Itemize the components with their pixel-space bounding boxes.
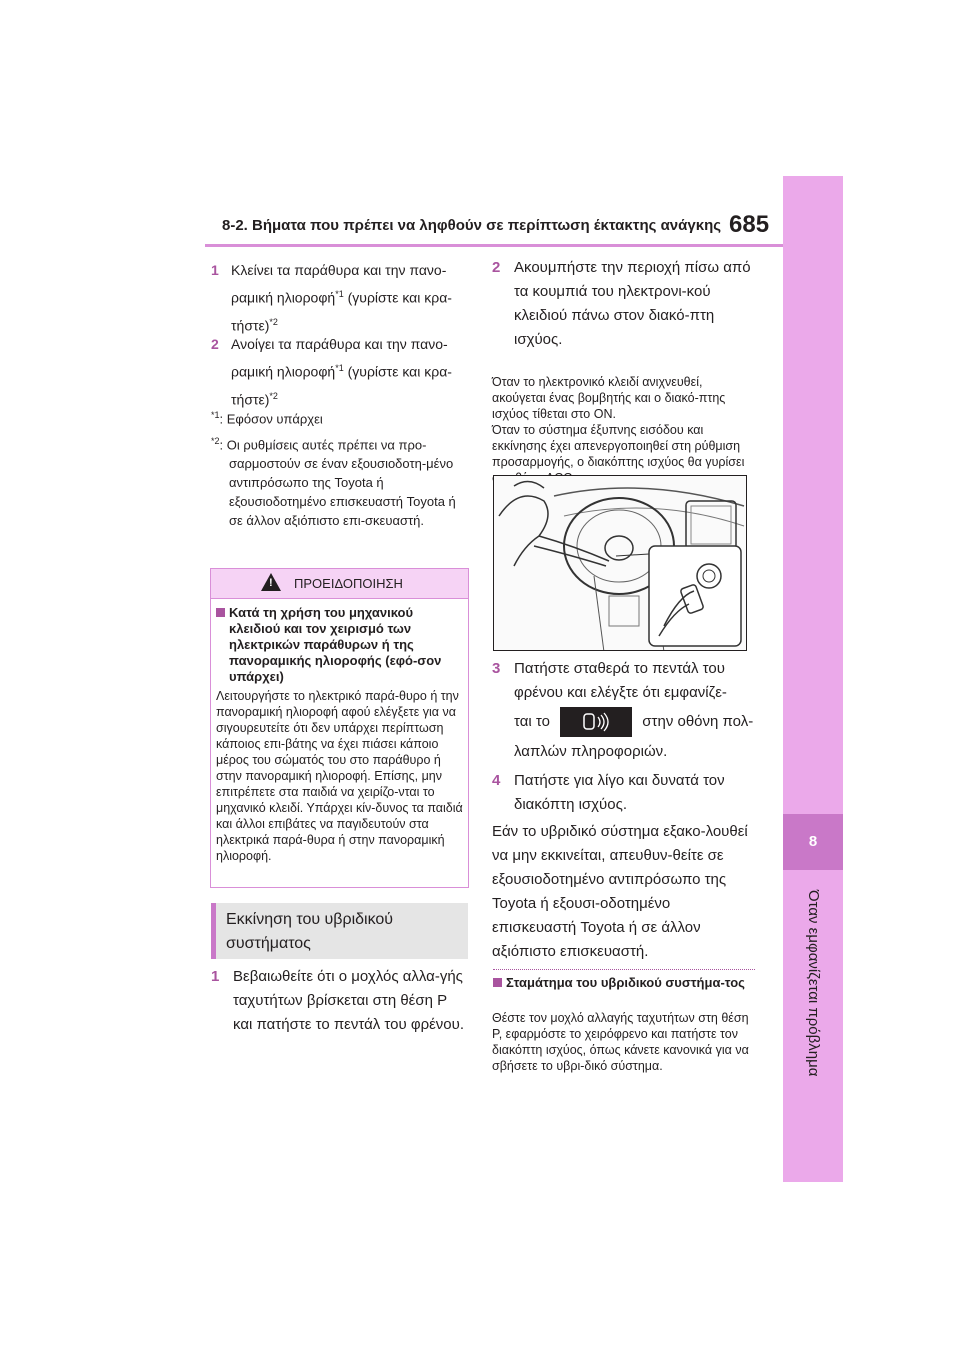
bullet-square-icon bbox=[493, 978, 502, 987]
side-tab-label: Όταν εμφανίζεται πρόβλημα bbox=[805, 890, 822, 1077]
paragraph-contact-dealer: Εάν το υβριδικό σύστημα εξακο-λουθεί να μην εκκινείται, απευθυν-θείτε σε εξουσιοδοτημένο αντιπρόσωπο της Toyota ή εξουσι-οδοτημένο επισκευαστή Toyota ή σε άλλον αξιόπιστο επισκευαστή. bbox=[492, 823, 748, 960]
warning-header bbox=[211, 569, 468, 599]
footnote-2: $^{*2}$: Οι ρυθμίσεις αυτές πρέπει να προ- σαρμοστούν σε έναν εξουσιοδοτη-μένο αντιπρόσωπο της Toyota ή εξουσιοδοτημένο επισκευαστή Toyota ή σε άλλον αξιόπιστο επι-σκευαστή. bbox=[211, 436, 456, 529]
divider bbox=[493, 969, 755, 970]
step-3-line-4: λαπλών πληροφοριών. bbox=[514, 743, 668, 760]
paragraph-stop-hybrid: Θέστε τον μοχλό αλλαγής ταχυτήτων στη θέση P, εφαρμόστε το χειρόφρενο και πατήστε τον διακόπτη ισχύος, όπως κάνετε κανονικά για να σβήσετε το υβρι-δικό σύστημα. bbox=[492, 1011, 749, 1073]
step-number: 4 bbox=[492, 772, 501, 789]
key-indicator-icon bbox=[560, 707, 632, 737]
warning-body: Λειτουργήστε το ηλεκτρικό παρά-θυρο ή την πανοραμική ηλιοροφή αφού ελέγξετε για να σιγουρευτείτε ότι δεν υπάρχει περίπτωση κάποιος επι-βάτης να έχει πιάσει κάποιο μέρος του σώματός του στο παράθυρο ή στην πανοραμική ηλιοροφή. Επίσης, μην επιτρέπετε στα παιδιά να χειρίζο-νται το μηχανικό κλειδί. Υπάρχει κίν-δυνος τα παιδιά και άλλοι επιβάτες να παγιδευτούν στα ηλεκτρικά παρά-θυρα ή στην πανοραμική ηλιοροφή. bbox=[216, 689, 463, 863]
subheading-stop-hybrid: Σταμάτημα του υβριδικού συστήμα-τος bbox=[493, 975, 755, 991]
step-number: 2 bbox=[492, 259, 501, 276]
paragraph-key-detected: Όταν το ηλεκτρονικό κλειδί ανιχνευθεί, ακούγεται ένας βομβητής και ο διακό-πτης ισχύος τίθεται στο ON. bbox=[492, 375, 726, 421]
section-heading bbox=[211, 903, 468, 959]
warning-title: ΠΡΟΕΙΔΟΠΟΙΗΣΗ bbox=[294, 576, 403, 591]
warning-box bbox=[210, 568, 469, 888]
header-rule bbox=[205, 244, 783, 247]
page-number: 685 bbox=[729, 211, 770, 238]
warning-icon bbox=[261, 573, 281, 591]
step-1-close-windows: 1 Κλείνει τα παράθυρα και την πανο- ραμική ηλιοροφή$^{*1}$ (γυρίστε και κρα- τήστε)$^{*2}$ bbox=[231, 258, 471, 337]
step-number: 3 bbox=[492, 660, 501, 677]
step-number: 1 bbox=[211, 968, 220, 985]
step-3-indicator-line: ται το στην οθόνη πολ- bbox=[514, 705, 759, 739]
footnote-1: $^{*1}$: Εφόσον υπάρχει bbox=[211, 410, 323, 427]
warning-subtitle: Κατά τη χρήση του μηχανικού κλειδιού και τον χειρισμό των ηλεκτρικών παράθυρων ή της πανοραμικής ηλιοροφής (εφό-σον υπάρχει) bbox=[216, 605, 466, 685]
section-title: Εκκίνηση του υβριδικού συστήματος bbox=[226, 911, 394, 952]
illustration-key-power-switch bbox=[493, 475, 747, 651]
step-number: 1 bbox=[211, 262, 219, 278]
bullet-square-icon bbox=[216, 608, 225, 617]
side-tab-number[interactable]: 8 bbox=[783, 814, 843, 870]
paragraph-smart-entry: Όταν το σύστημα έξυπνης εισόδου και εκκίνησης έχει απενεργοποιηθεί στη ρύθμιση προσαρμογής, ο διακόπτης ισχύος θα γυρίσει bbox=[492, 423, 745, 469]
illustration-svg bbox=[494, 476, 747, 651]
step-number: 2 bbox=[211, 336, 219, 352]
step-2-open-windows: 2 Ανοίγει τα παράθυρα και την πανο- ραμική ηλιοροφή$^{*1}$ (γυρίστε και κρα- τήστε)$^{*2}$ bbox=[231, 332, 471, 411]
header-title: 8-2. Βήματα που πρέπει να ληφθούν σε περίπτωση έκτακτης ανάγκης bbox=[222, 217, 722, 234]
